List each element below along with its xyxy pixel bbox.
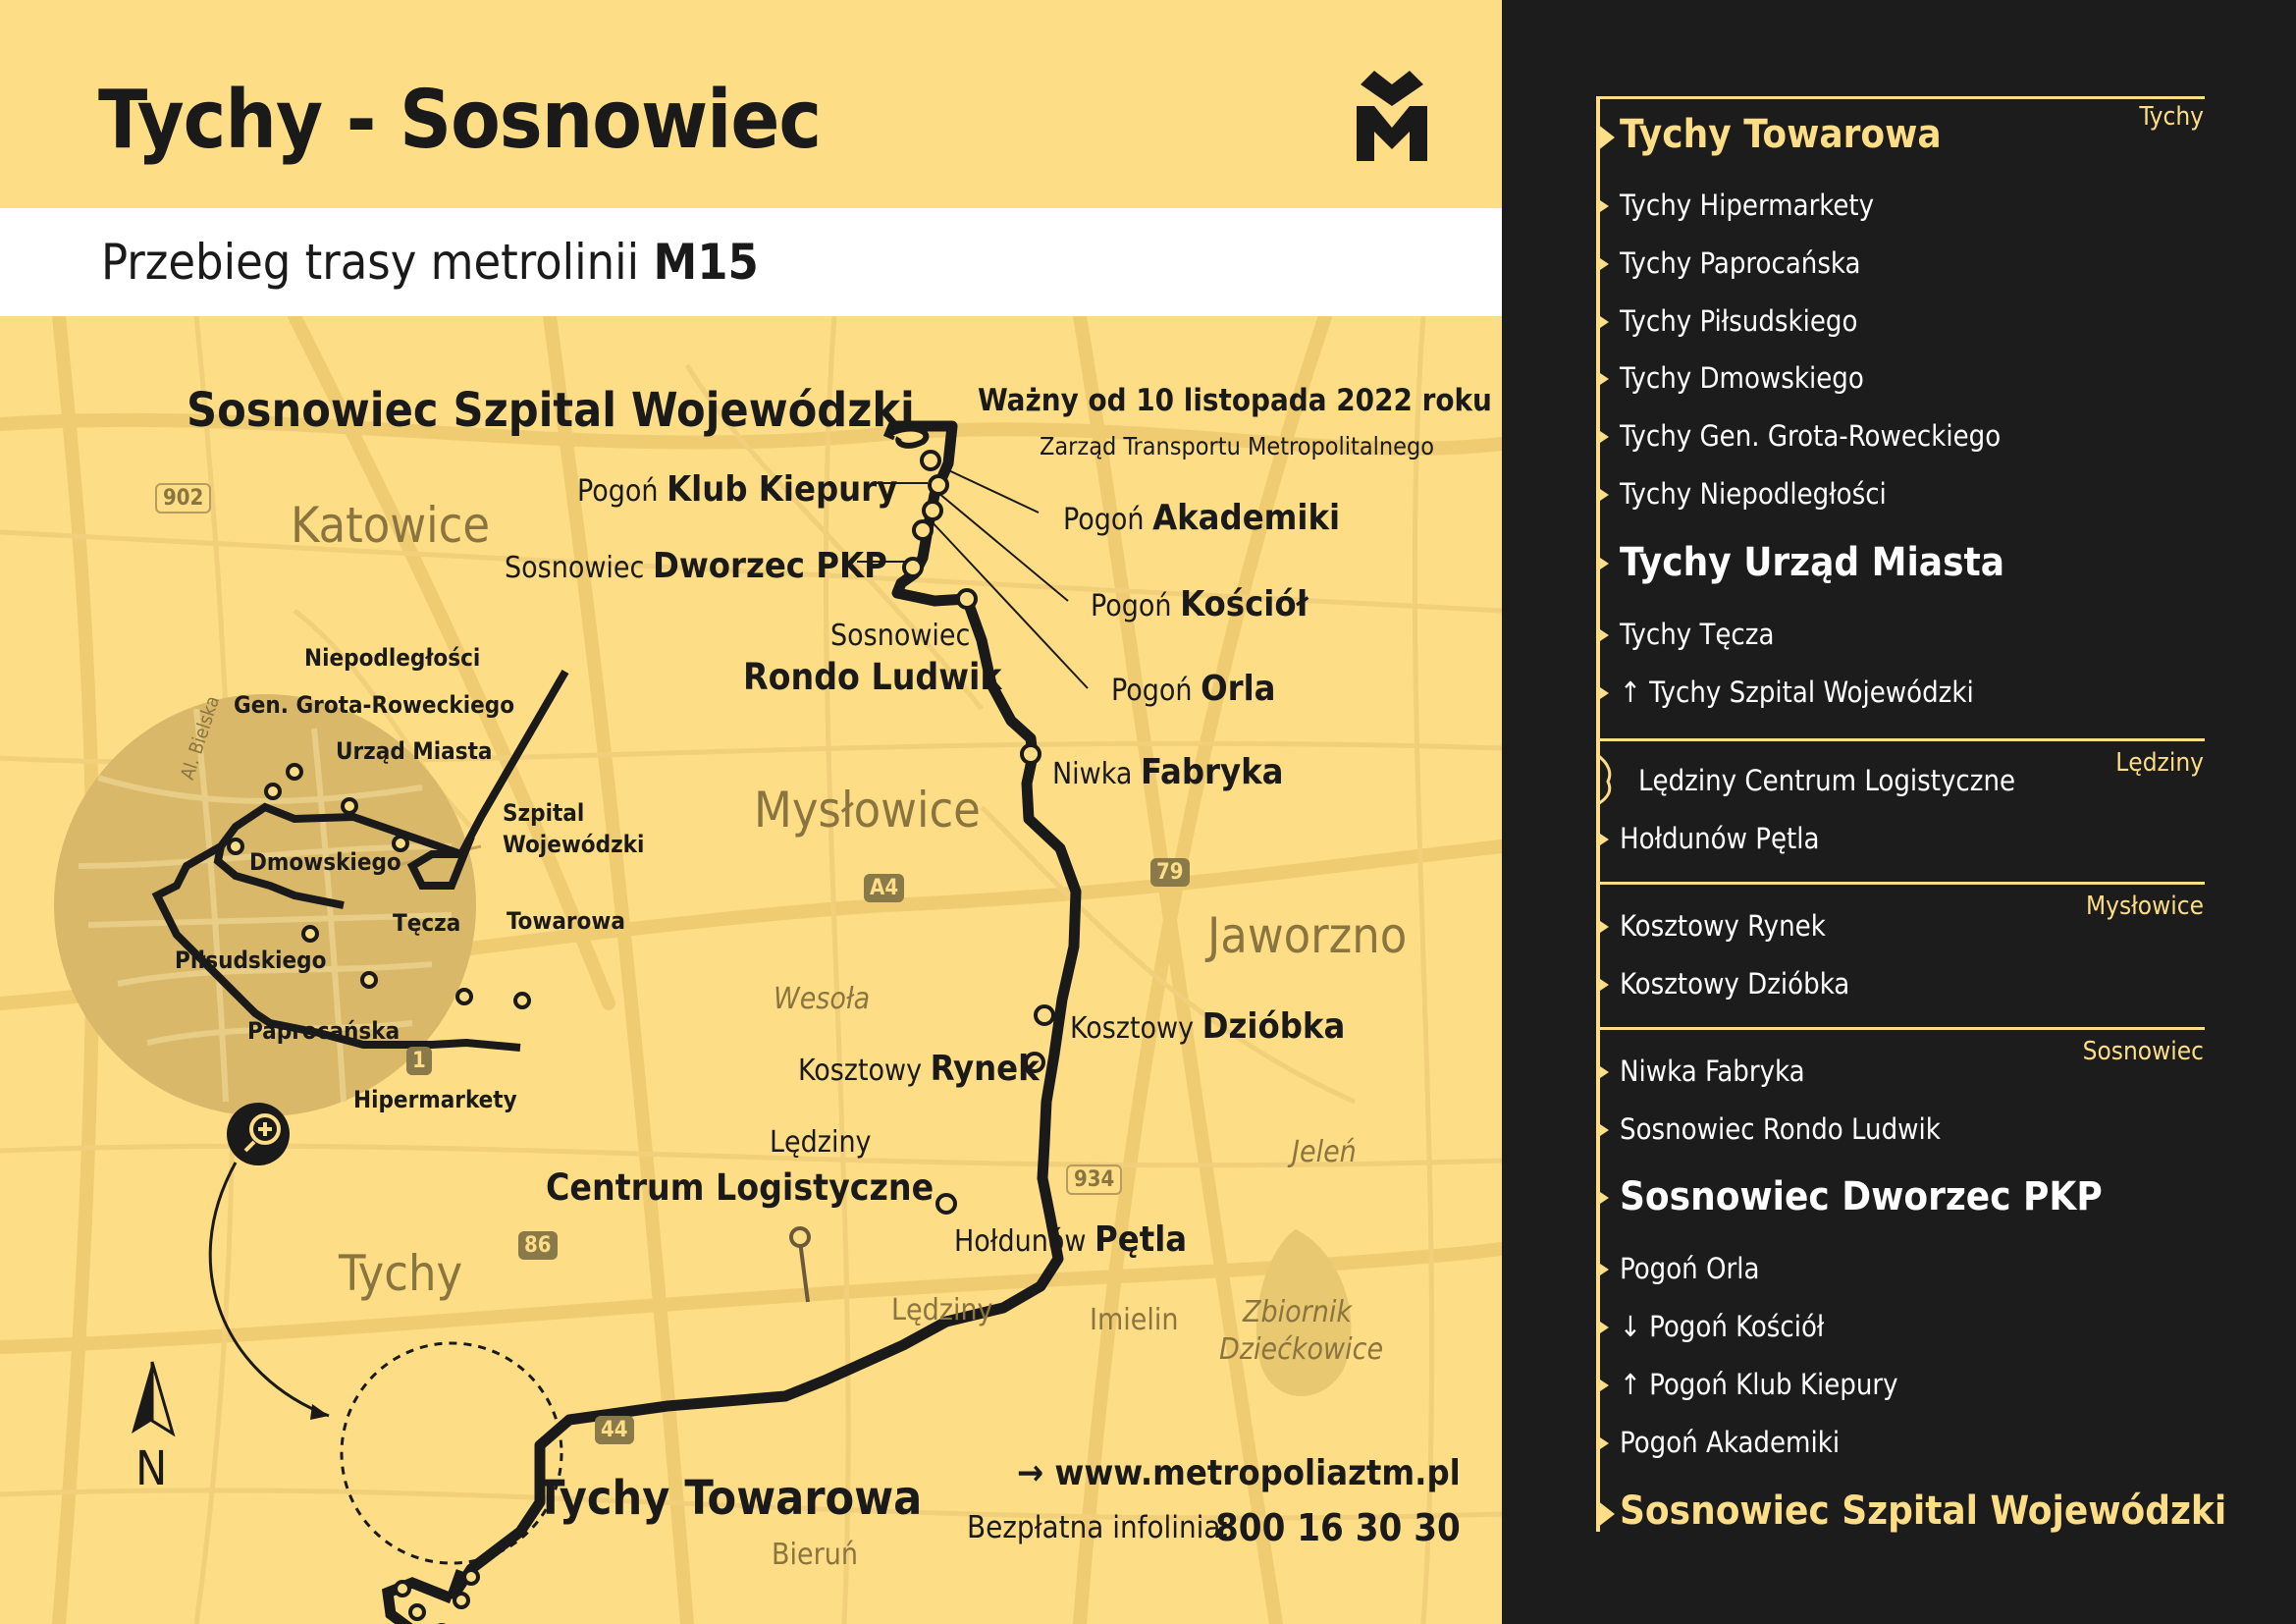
stop-niwka-fabryka xyxy=(1022,745,1040,763)
town-label-jelen: Jeleń xyxy=(1292,1135,1357,1169)
route-rail xyxy=(1596,96,1600,1532)
timetable-stop: Sosnowiec Dworzec PKP xyxy=(1620,1174,2103,1219)
zone-divider-top xyxy=(1596,96,2205,99)
road-label-44: 44 xyxy=(595,1416,634,1444)
zone-label-myslowice: Mysłowice xyxy=(2085,892,2204,921)
inset-stop-niepodleglosci xyxy=(288,765,301,779)
hotline-label: Bezpłatna infolinia: xyxy=(967,1510,1230,1545)
map-stop-rondo-pre: Sosnowiec xyxy=(830,619,971,653)
inset-label-wojewodzki: Wojewódzki xyxy=(503,831,645,858)
timetable-stop: Tychy Paprocańska xyxy=(1620,246,1861,280)
north-arrow-icon xyxy=(132,1362,152,1434)
metropolia-logo-icon xyxy=(1353,67,1431,161)
website-link[interactable]: → www.metropoliaztm.pl xyxy=(1017,1453,1461,1493)
timetable-stop: Tychy Tęcza xyxy=(1620,618,1775,651)
hotline-number: 800 16 30 30 xyxy=(1215,1506,1461,1549)
road-label-902: 902 xyxy=(155,483,211,514)
inset-label-towarowa: Towarowa xyxy=(507,907,625,935)
timetable-stop: Tychy Niepodległości xyxy=(1620,477,1887,511)
map-stop-dworzec-pkp: Sosnowiec Dworzec PKP xyxy=(505,546,887,586)
timetable-stop: Sosnowiec Rondo Ludwik xyxy=(1620,1112,1941,1146)
timetable-stop: Lędziny Centrum Logistyczne xyxy=(1638,764,2016,797)
timetable-stop: Sosnowiec Szpital Wojewódzki xyxy=(1620,1489,2227,1534)
zone-divider-myslowice xyxy=(1596,882,2205,885)
inset-label-niepodleglosci: Niepodległości xyxy=(304,644,481,672)
timetable-stop: Tychy Gen. Grota-Roweckiego xyxy=(1620,419,2002,453)
inset-stop-dmowskiego xyxy=(229,839,242,853)
road-label-a4: A4 xyxy=(864,874,904,902)
route-line xyxy=(452,426,1076,1598)
inset-label-szpital: Szpital xyxy=(503,799,585,827)
operator-name: Zarząd Transportu Metropolitalnego xyxy=(1040,432,1435,460)
map-stop-orla: Pogoń Orla xyxy=(1111,669,1276,709)
map-stop-holdunow-petla: Hołdunów Pętla xyxy=(954,1219,1188,1260)
timetable-stop: Tychy Dmowskiego xyxy=(1620,361,1864,395)
city-label-jaworzno: Jaworzno xyxy=(1207,907,1408,964)
inset-stop-grota xyxy=(266,785,280,798)
zoom-circle xyxy=(342,1343,561,1563)
zoom-icon xyxy=(227,1103,290,1165)
page-title: Tychy - Sosnowiec xyxy=(98,74,822,167)
inset-label-paprocanska: Paprocańska xyxy=(247,1017,400,1045)
inset-stop-hipermarkety xyxy=(457,990,471,1003)
stop-orla xyxy=(914,521,932,539)
inset-stop-towarowa xyxy=(515,994,529,1007)
map-stop-centrum-logistyczne: Centrum Logistyczne xyxy=(546,1166,934,1209)
map-stop-rondo-ludwik: Rondo Ludwik xyxy=(743,656,1002,698)
zone-label-ledziny: Lędziny xyxy=(2115,748,2204,778)
city-label-myslowice: Mysłowice xyxy=(754,782,981,839)
map-stop-szpital-wojewodzki: Sosnowiec Szpital Wojewódzki xyxy=(187,383,915,438)
timetable-stop: Tychy Piłsudskiego xyxy=(1620,304,1858,338)
city-label-katowice: Katowice xyxy=(291,497,491,554)
timetable-stop: Niwka Fabryka xyxy=(1620,1055,1805,1088)
inset-label-urzad-miasta: Urząd Miasta xyxy=(336,737,493,765)
timetable-stop: Tychy Towarowa xyxy=(1620,112,1942,157)
inset-label-al-bielska: Al. Bielska xyxy=(177,693,225,783)
road-label-86: 86 xyxy=(518,1231,558,1260)
inset-label-pilsudskiego: Piłsudskiego xyxy=(175,947,327,974)
inset-label-hipermarkety: Hipermarkety xyxy=(353,1086,517,1113)
town-label-bierun: Bieruń xyxy=(772,1538,858,1572)
stop-holdunow xyxy=(937,1195,955,1213)
inset-label-dmowskiego: Dmowskiego xyxy=(249,848,401,876)
inset-stop-pilsudskiego xyxy=(303,927,317,941)
stop-centrum-logistyczne xyxy=(791,1228,809,1246)
map-stop-akademiki: Pogoń Akademiki xyxy=(1063,498,1341,538)
road-label-934: 934 xyxy=(1066,1164,1122,1195)
branch-icon xyxy=(1596,750,1635,809)
map-stop-klub-kiepury: Pogoń Klub Kiepury xyxy=(577,469,898,510)
line-number: M15 xyxy=(653,234,759,291)
timetable-stop: ↓ Pogoń Kościół xyxy=(1620,1310,1825,1343)
map-stop-niwka-fabryka: Niwka Fabryka xyxy=(1052,752,1284,792)
timetable-stop: Tychy Hipermarkety xyxy=(1620,189,1875,222)
zone-label-tychy: Tychy xyxy=(2139,102,2204,132)
town-label-ledziny: Lędziny xyxy=(891,1293,993,1327)
inset-stop-urzad xyxy=(343,799,356,813)
zone-divider-ledziny xyxy=(1596,738,2205,741)
timetable-stop: Kosztowy Rynek xyxy=(1620,909,1826,943)
stop-akademiki xyxy=(930,476,947,494)
stop-klub-kiepury xyxy=(922,452,939,469)
timetable-stop: ↑ Pogoń Klub Kiepury xyxy=(1620,1368,1898,1401)
map-stop-rynek: Kosztowy Rynek xyxy=(798,1049,1040,1089)
map-stop-tychy-towarowa: Tychy Towarowa xyxy=(536,1471,923,1526)
inset-label-tecza: Tęcza xyxy=(393,909,461,937)
town-label-wesola: Wesoła xyxy=(774,982,871,1016)
timetable-stop: ↑ Tychy Szpital Wojewódzki xyxy=(1620,676,1974,709)
zone-divider-sosnowiec xyxy=(1596,1027,2205,1030)
page-subtitle: Przebieg trasy metrolinii M15 xyxy=(101,234,759,291)
timetable-stop: Kosztowy Dzióbka xyxy=(1620,967,1850,1001)
stop-dziobka xyxy=(1036,1006,1053,1024)
stop-kosciol xyxy=(924,502,941,519)
road-label-1: 1 xyxy=(406,1047,432,1075)
timetable-stop: Pogoń Orla xyxy=(1620,1252,1760,1285)
town-label-dzieckowice: Dziećkowice xyxy=(1219,1332,1384,1367)
inset-stop-paprocanska xyxy=(362,973,376,987)
timetable-stop: Hołdunów Pętla xyxy=(1620,822,1820,855)
inset-label-grota: Gen. Grota-Roweckiego xyxy=(234,691,515,719)
map-stop-centrum-pre: Lędziny xyxy=(770,1125,872,1160)
zone-label-sosnowiec: Sosnowiec xyxy=(2082,1037,2204,1066)
timetable-stop: Tychy Urząd Miasta xyxy=(1620,540,2004,585)
town-label-imielin: Imielin xyxy=(1090,1303,1179,1337)
map-stop-dziobka: Kosztowy Dzióbka xyxy=(1070,1006,1346,1047)
stop-rondo-ludwik xyxy=(958,590,976,608)
city-label-tychy: Tychy xyxy=(339,1245,463,1302)
timetable-stop: Pogoń Akademiki xyxy=(1620,1426,1841,1459)
map-stop-kosciol: Pogoń Kościół xyxy=(1091,584,1308,624)
road-label-79: 79 xyxy=(1150,858,1190,887)
validity-date: Ważny od 10 listopada 2022 roku xyxy=(978,383,1492,418)
town-label-zbiornik: Zbiornik xyxy=(1243,1295,1352,1329)
north-label: N xyxy=(135,1441,168,1496)
